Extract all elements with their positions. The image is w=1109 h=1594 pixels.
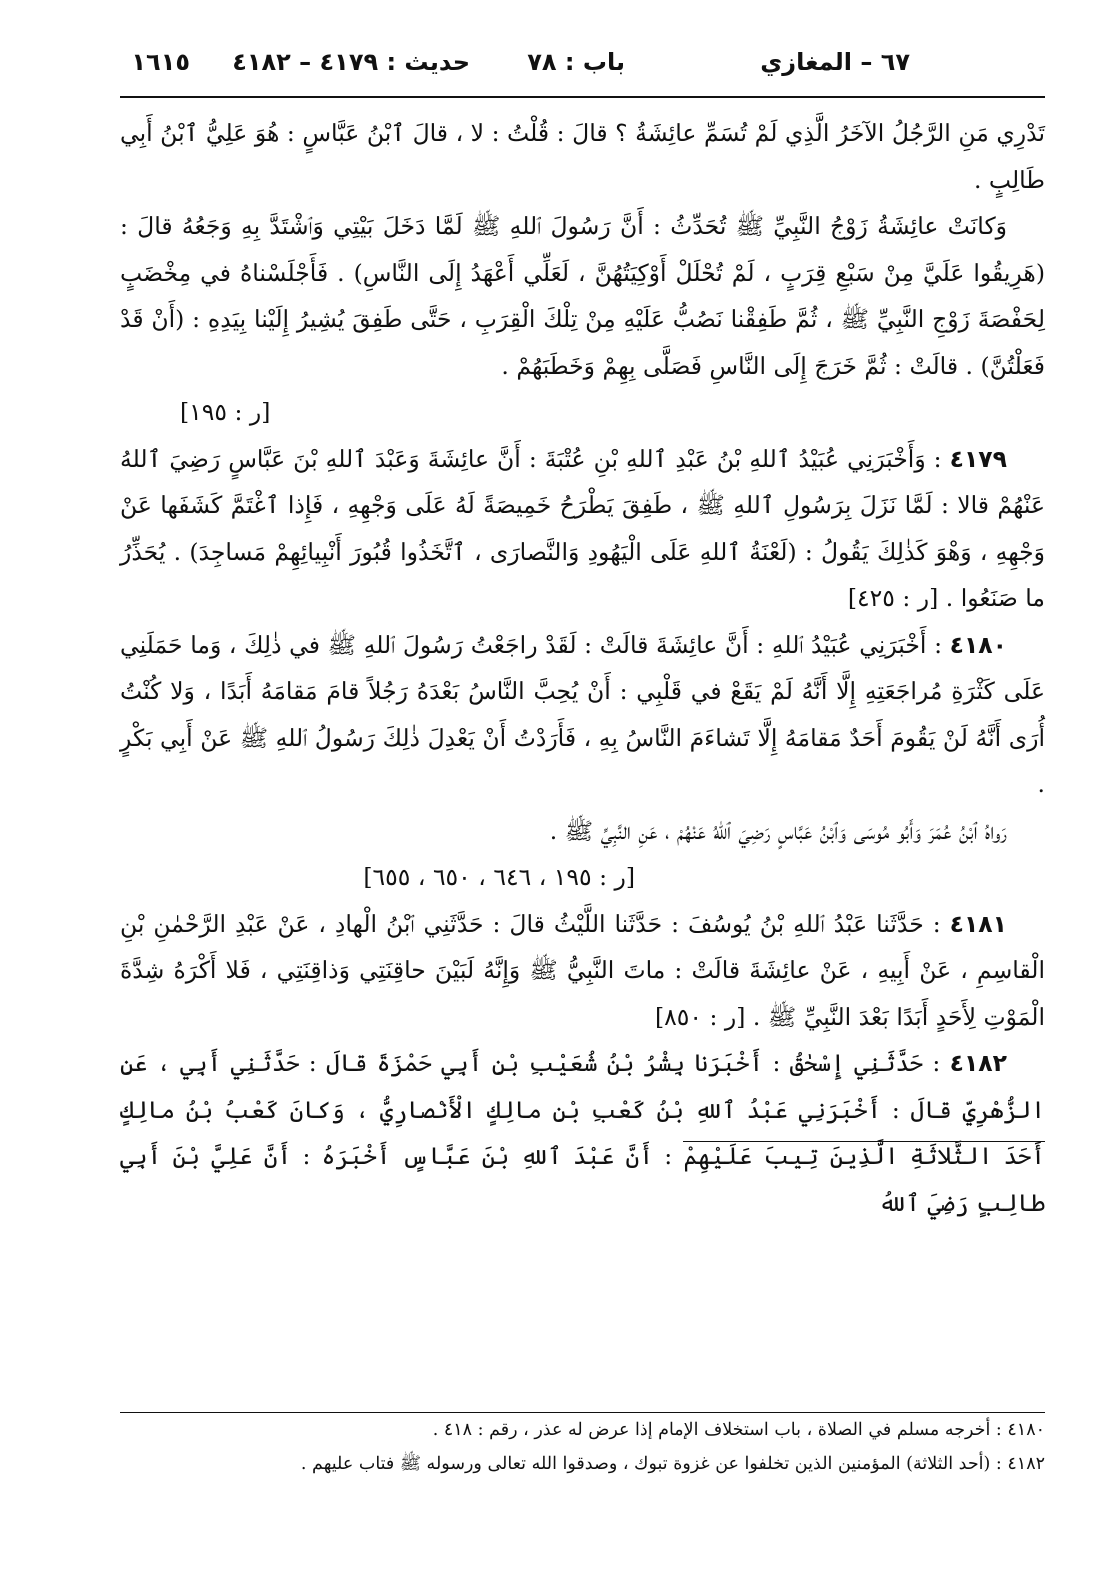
hadith-number: ٤١٨١ (949, 909, 1007, 938)
overlined-phrase: أَحَدَ الثَّلاثَةِ الَّذِينَ تِيبَ عَلَيْهِمْ (683, 1142, 1045, 1170)
bab-number: باب : ٧٨ (527, 48, 625, 76)
hadith-text-end: : أَنَّ عَبْدَ ٱللهِ بْنَ عَبَّاسٍ أَخْبَرَهُ : أَنَّ عَلِيَّ بْنَ أَبِي طالِبٍ رَضِيَ ٱللهُ (120, 1142, 1045, 1217)
hadith-number: ٤١٧٩ (949, 444, 1007, 473)
page-header (120, 40, 1045, 98)
hadith-4181 (120, 901, 1045, 1041)
hadith-4182 (120, 1040, 1045, 1226)
hadith-text: : حَدَّثَنِي إِسْحٰقُ : أَخْبَرَنا بِشْرُ بْنُ شُعَيْبِ بْنِ أَبِي حَمْزَةَ قالَ : حَدَّثَنِي أَبِي ، عَنِ الزُّهْرِيِّ قالَ : أَخْبَرَنِي عَبْدُ ٱللهِ بْنُ كَعْبِ بْنِ مالِكٍ الْأَنْصارِيُّ ، وَكانَ كَعْبُ بْنُ مالِكٍ (120, 1049, 1045, 1124)
hadith-4179 (120, 436, 1045, 622)
hadith-range: حديث : ٤١٧٩ – ٤١٨٢ (232, 48, 470, 76)
hadith-number: ٤١٨٢ (949, 1049, 1007, 1077)
paragraph-1: تَدْرِي مَنِ الرَّجُلُ الآخَرُ الَّذِي لَمْ تُسَمِّ عائِشَةُ ؟ قالَ : قُلْتُ : لا ، قالَ ٱبْنُ عَبَّاسٍ : هُوَ عَلِيُّ ٱبْنُ أَبِي طَالِبٍ . (120, 119, 1045, 194)
footnote-4182: ٤١٨٢ : (أحد الثلاثة) المؤمنين الذين تخلفوا عن غزوة تبوك ، وصدقوا الله تعالى ورسوله ﷺ فتاب عليهم . (300, 1454, 1045, 1474)
reference-2: [ر : ٤٢٥] (847, 584, 939, 612)
riwaya-line: رَواهُ ٱبْنُ عُمَرَ وَأَبُو مُوسَى وَٱبْنُ عَبَّاسٍ رَضِيَ ٱللهُ عَنْهُمْ ، عَنِ النَّبِيِّ ﷺ . (549, 816, 1007, 845)
page-number: ١٦١٥ (131, 48, 190, 76)
main-text (120, 110, 1045, 1226)
hadith-4180 (120, 622, 1045, 808)
reference-3: [ر : ١٩٥ ، ٦٤٦ ، ٦٥٠ ، ٦٥٥] (363, 863, 635, 891)
footnote-4180: ٤١٨٠ : أخرجه مسلم في الصلاة ، باب استخلاف الإمام إذا عرض له عذر ، رقم : ٤١٨ . (432, 1420, 1045, 1440)
footnotes (120, 1412, 1045, 1481)
hadith-text: : أَخْبَرَنِي عُبَيْدُ ٱللهِ : أَنَّ عائِشَةَ قالَتْ : لَقَدْ راجَعْتُ رَسُولَ ٱللهِ ﷺ في ذٰلِكَ ، وَما حَمَلَنِي عَلَى كَثْرَةِ مُراجَعَتِهِ إِلَّا أَنَّهُ لَمْ يَقَعْ في قَلْبِي : أَنْ يُحِبَّ النَّاسُ بَعْدَهُ رَجُلاً قامَ مَقامَهُ أَبَدًا ، وَلا كُنْتُ أُرَى أَنَّهُ لَنْ يَقُومَ أَحَدٌ مَقامَهُ إِلَّا تَشاءَمَ النَّاسُ بِهِ ، فَأَرَدْتُ أَنْ يَعْدِلَ ذٰلِكَ رَسُولُ ٱللهِ ﷺ عَنْ أَبِي بَكْرٍ . (120, 630, 1045, 798)
chapter-title: ٦٧ – المغازي (760, 48, 910, 76)
reference-4: [ر : ٨٥٠] (655, 1002, 746, 1031)
reference-1: [ر : ١٩٥] (180, 398, 271, 426)
hadith-text: : وَأَخْبَرَنِي عُبَيْدُ ٱللهِ بْنُ عَبْدِ ٱللهِ بْنِ عُتْبَةَ : أَنَّ عائِشَةَ وَعَبْدَ ٱللهِ بْنَ عَبَّاسٍ رَضِيَ ٱللهُ عَنْهُمْ قالا : لَمَّا نَزَلَ بِرَسُولِ ٱللهِ ﷺ ، طَفِقَ يَطْرَحُ خَمِيصَةً لَهُ عَلَى وَجْهِهِ ، فَإِذا ٱغْتَمَّ كَشَفَها عَنْ وَجْهِهِ ، وَهْوَ كَذٰلِكَ يَقُولُ : (لَعْنَةُ ٱللهِ عَلَى الْيَهُودِ وَالنَّصارَى ، ٱتَّخَذُوا قُبُورَ أَنْبِيائِهِمْ مَساجِدَ) . يُحَذِّرُ ما صَنَعُوا . (120, 444, 1045, 612)
hadith-number: ٤١٨٠ (949, 630, 1007, 659)
hadith-text: : حَدَّثَنا عَبْدُ ٱللهِ بْنُ يُوسُفَ : حَدَّثَنا اللَّيْثُ قالَ : حَدَّثَنِي ٱبْنُ الْهادِ ، عَنْ عَبْدِ الرَّحْمٰنِ بْنِ الْقاسِمِ ، عَنْ أَبِيهِ ، عَنْ عائِشَةَ قالَتْ : ماتَ النَّبِيُّ ﷺ وَإِنَّهُ لَبَيْنَ حاقِنَتِي وَذاقِنَتِي ، فَلا أَكْرَهُ شِدَّةَ الْمَوْتِ لِأَحَدٍ أَبَدًا بَعْدَ النَّبِيِّ ﷺ . (120, 909, 1045, 1031)
paragraph-2: وَكانَتْ عائِشَةُ زَوْجُ النَّبِيِّ ﷺ تُحَدِّثُ : أَنَّ رَسُولَ ٱللهِ ﷺ لَمَّا دَخَلَ بَيْتِي وَٱشْتَدَّ بِهِ وَجَعُهُ قالَ : (هَرِيقُوا عَلَيَّ مِنْ سَبْعِ قِرَبٍ ، لَمْ تُحْلَلْ أَوْكِيَتُهُنَّ ، لَعَلِّي أَعْهَدُ إِلَى النَّاسِ) . فَأَجْلَسْناهُ في مِخْضَبٍ لِحَفْصَةَ زَوْجِ النَّبِيِّ ﷺ ، ثُمَّ طَفِقْنا نَصُبُّ عَلَيْهِ مِنْ تِلْكَ الْقِرَبِ ، حَتَّى طَفِقَ يُشِيرُ إِلَيْنا بِيَدِهِ : (أَنْ قَدْ فَعَلْتُنَّ) . قالَتْ : ثُمَّ خَرَجَ إِلَى النَّاسِ فَصَلَّى بِهِمْ وَخَطَبَهُمْ . (120, 212, 1045, 380)
